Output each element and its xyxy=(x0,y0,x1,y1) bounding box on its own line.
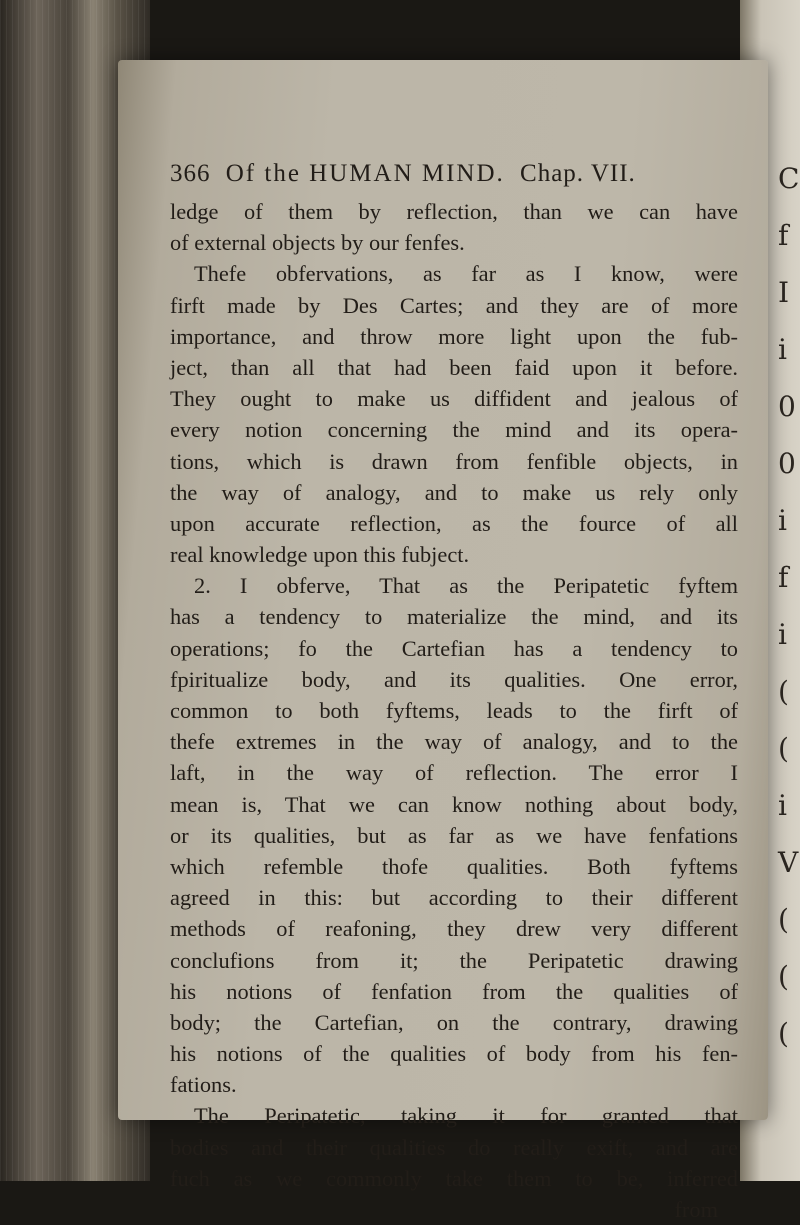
facing-page-char: I xyxy=(778,276,790,309)
text-line: of external objects by our fenfes. xyxy=(170,230,465,256)
text-line: They ought to make us diffident and jealous of xyxy=(170,386,738,412)
text-line: laft, in the way of reflection. The error I xyxy=(170,760,738,786)
text-line: Thefe obfervations, as far as I know, were xyxy=(194,261,738,287)
facing-page-margin-text xyxy=(774,150,800,1062)
facing-page-char: 0 xyxy=(778,390,796,423)
facing-page-char: 0 xyxy=(778,447,796,480)
text-line: bodies and their qualities do really exift, and are xyxy=(170,1134,738,1160)
text-line: the way of analogy, and to make us rely only xyxy=(170,479,738,505)
text-line: upon accurate reflection, as the fource of all xyxy=(170,510,738,536)
text-line: agreed in this: but according to their different xyxy=(170,885,738,911)
facing-page-char: f xyxy=(778,561,789,594)
text-line: every notion concerning the mind and its opera- xyxy=(170,417,738,443)
text-line: his notions of fenfation from the qualities of xyxy=(170,978,738,1004)
facing-page-char: ( xyxy=(778,960,789,993)
text-line: which refemble thofe qualities. Both fyftems xyxy=(170,853,738,879)
facing-page-char: ( xyxy=(778,1017,789,1050)
facing-page-char: i xyxy=(778,789,787,822)
facing-page-char: i xyxy=(778,618,787,651)
text-line: thefe extremes in the way of analogy, and to the xyxy=(170,729,738,755)
text-line: body; the Cartefian, on the contrary, drawing xyxy=(170,1009,738,1035)
text-line: ject, than all that had been faid upon it before. xyxy=(170,354,738,380)
facing-page-char: f xyxy=(778,219,789,252)
page-number: 366 xyxy=(170,160,211,187)
body-text xyxy=(170,196,738,1225)
text-line: fations. xyxy=(170,1072,237,1098)
facing-page-char: C xyxy=(778,162,800,195)
text-line: tions, which is drawn from fenfible objects, in xyxy=(170,448,738,474)
text-line: has a tendency to materialize the mind, and its xyxy=(170,604,738,630)
text-line: importance, and throw more light upon the fub- xyxy=(170,323,738,349)
facing-page-char: ( xyxy=(778,732,789,765)
text-line: firft made by Des Cartes; and they are of more xyxy=(170,292,738,318)
running-title: Of the HUMAN MIND. xyxy=(225,160,505,187)
facing-page-char: ( xyxy=(778,903,789,936)
text-line: operations; fo the Cartefian has a tendency to xyxy=(170,635,738,661)
text-line: methods of reafoning, they drew very different xyxy=(170,916,738,942)
text-line: real knowledge upon this fubject. xyxy=(170,542,470,568)
facing-page-char: ( xyxy=(778,675,789,708)
text-line: 2. I obferve, That as the Peripatetic fyftem xyxy=(194,573,738,599)
running-header xyxy=(170,160,770,188)
text-line: mean is, That we can know nothing about body, xyxy=(170,791,738,817)
facing-page-char: i xyxy=(778,504,787,537)
facing-page-char: V xyxy=(778,846,799,879)
text-line: The Peripatetic, taking it for granted that xyxy=(194,1103,738,1129)
chapter-label: Chap. VII. xyxy=(520,160,636,187)
text-line: his notions of the qualities of body from his fen- xyxy=(170,1041,738,1067)
text-line: fpiritualize body, and its qualities. One error, xyxy=(170,666,738,692)
text-line: common to both fyftems, leads to the firft of xyxy=(170,698,738,723)
text-line: conclufions from it; the Peripatetic drawing xyxy=(170,947,738,973)
text-line: ledge of them by reflection, than we can have xyxy=(170,199,738,224)
facing-page-char: i xyxy=(778,333,787,366)
catchword: from xyxy=(674,1197,718,1222)
text-line: or its qualities, but as far as we have fenfations xyxy=(170,822,738,848)
text-line: fuch as we commonly take them to be, inferred xyxy=(170,1165,738,1191)
